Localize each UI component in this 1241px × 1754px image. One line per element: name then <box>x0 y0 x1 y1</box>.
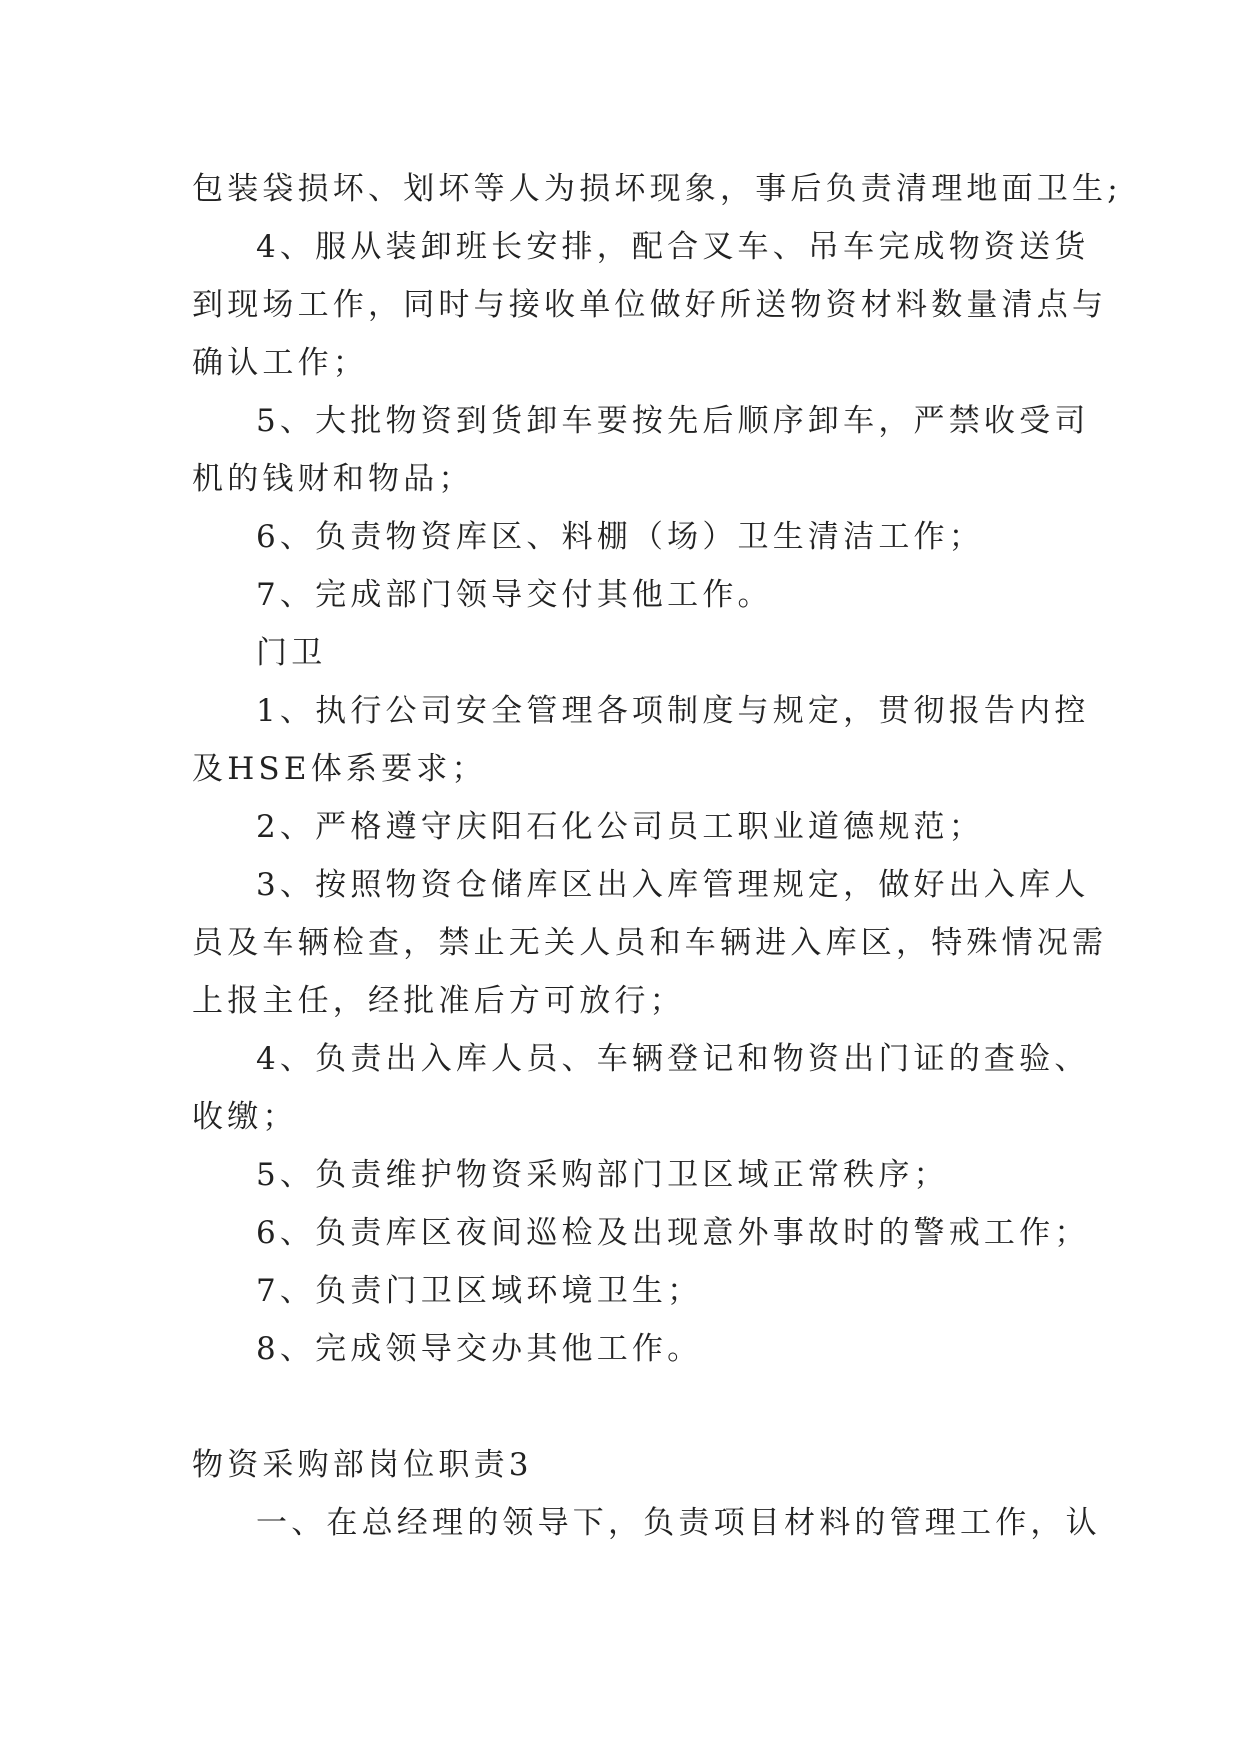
text-line: 4、负责出入库人员、车辆登记和物资出门证的查验、 <box>256 1041 1090 1077</box>
text-line: 4、服从装卸班长安排，配合叉车、吊车完成物资送货 <box>256 229 1090 265</box>
text-line: 7、负责门卫区域环境卫生； <box>256 1273 703 1309</box>
text-line: 1、执行公司安全管理各项制度与规定，贯彻报告内控 <box>256 693 1090 729</box>
section-heading: 物资采购部岗位职责3 <box>192 1447 533 1483</box>
section-label-guard: 门卫 <box>256 635 327 671</box>
text-line: 及HSE体系要求； <box>192 751 487 787</box>
text-line: 员及车辆检查，禁止无关人员和车辆进入库区，特殊情况需 <box>192 925 1108 961</box>
text-line: 确认工作； <box>192 345 368 381</box>
text-line: 上报主任，经批准后方可放行； <box>192 983 685 1019</box>
text-line: 7、完成部门领导交付其他工作。 <box>256 577 773 613</box>
text-line: 3、按照物资仓储库区出入库管理规定，做好出入库人 <box>256 867 1090 903</box>
text-line: 2、严格遵守庆阳石化公司员工职业道德规范； <box>256 809 984 845</box>
text-line: 8、完成领导交办其他工作。 <box>256 1331 703 1367</box>
text-line: 一、在总经理的领导下，负责项目材料的管理工作，认 <box>256 1505 1101 1541</box>
text-line: 包装袋损坏、划坏等人为损坏现象，事后负责清理地面卫生; <box>192 171 1122 207</box>
text-line: 6、负责物资库区、料棚（场）卫生清洁工作； <box>256 519 984 555</box>
text-line: 机的钱财和物品； <box>192 461 474 497</box>
text-line: 5、负责维护物资采购部门卫区域正常秩序； <box>256 1157 949 1193</box>
text-line: 到现场工作，同时与接收单位做好所送物资材料数量清点与 <box>192 287 1108 323</box>
text-line: 6、负责库区夜间巡检及出现意外事故时的警戒工作； <box>256 1215 1090 1251</box>
text-line: 收缴； <box>192 1099 298 1135</box>
text-line: 5、大批物资到货卸车要按先后顺序卸车，严禁收受司 <box>256 403 1090 439</box>
document-body <box>192 160 1122 1552</box>
